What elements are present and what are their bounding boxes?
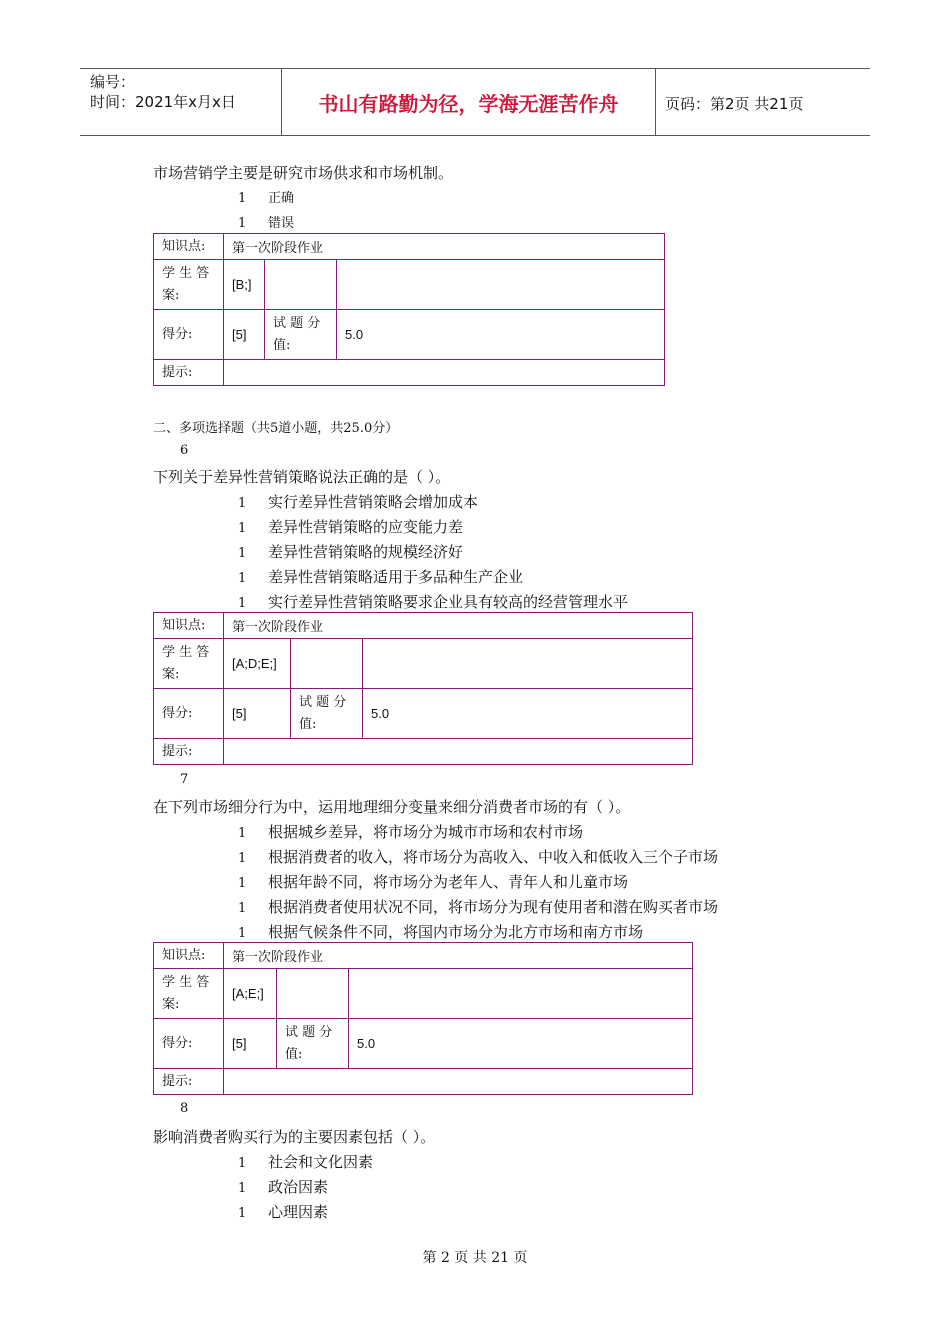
option-bullet: 1 (238, 1206, 247, 1221)
option-text: 根据城乡差异，将市场分为城市市场和农村市场 (268, 823, 584, 841)
hint-value (224, 739, 693, 765)
score-value: [5] (224, 1019, 277, 1069)
value-value: 5.0 (363, 689, 693, 739)
answer-blank (349, 969, 693, 1019)
option-bullet: 1 (238, 496, 247, 511)
answer-blank (265, 260, 337, 310)
option-item[interactable] (238, 846, 718, 867)
header-page-label: 页码：第2页 共21页 (665, 95, 804, 113)
option-bullet: 1 (238, 191, 247, 206)
question-stem: 市场营销学主要是研究市场供求和市场机制。 (153, 164, 454, 182)
answer-blank (291, 639, 363, 689)
question-stem: 下列关于差异性营销策略说法正确的是（ ）。 (153, 468, 451, 486)
knowledge-label: 知识点: (154, 234, 224, 260)
knowledge-value: 第一次阶段作业 (224, 234, 665, 260)
header-top-rule (80, 68, 870, 69)
value-value: 5.0 (349, 1019, 693, 1069)
question-stem: 在下列市场细分行为中，运用地理细分变量来细分消费者市场的有（ ）。 (153, 798, 631, 816)
option-text: 差异性营销策略的规模经济好 (268, 543, 464, 561)
option-item[interactable] (238, 566, 523, 587)
option-text: 根据消费者的收入，将市场分为高收入、中收入和低收入三个子市场 (268, 848, 719, 866)
option-text: 差异性营销策略适用于多品种生产企业 (268, 568, 524, 586)
answer-info-table (153, 233, 665, 386)
option-item[interactable] (238, 821, 583, 842)
option-bullet: 1 (238, 826, 247, 841)
answer-label: 学 生 答 案: (154, 639, 224, 689)
section-title: 二、多项选择题（共5道小题，共25.0分） (153, 421, 399, 436)
value-label: 试 题 分 值: (277, 1019, 349, 1069)
option-text: 根据消费者使用状况不同，将市场分为现有使用者和潜在购买者市场 (268, 898, 719, 916)
question-number: 8 (180, 1101, 189, 1116)
option-text: 政治因素 (268, 1178, 329, 1196)
option-bullet: 1 (238, 571, 247, 586)
option-item[interactable] (238, 1176, 328, 1197)
number-label: 编号： (90, 73, 136, 91)
option-item[interactable] (238, 1151, 373, 1172)
knowledge-value: 第一次阶段作业 (224, 613, 693, 639)
option-item[interactable] (238, 516, 463, 537)
value-label: 试 题 分 值: (265, 310, 337, 360)
option-item[interactable] (238, 896, 718, 917)
answer-value: [A;D;E;] (224, 639, 291, 689)
option-bullet: 1 (238, 521, 247, 536)
option-item[interactable] (238, 921, 643, 942)
option-bullet: 1 (238, 876, 247, 891)
score-label: 得分: (154, 689, 224, 739)
header-motto: 书山有路勤为径，学海无涯苦作舟 (318, 92, 619, 116)
answer-info-table (153, 612, 693, 765)
option-bullet: 1 (238, 216, 247, 231)
answer-label: 学 生 答 案: (154, 969, 224, 1019)
answer-value: [B;] (224, 260, 265, 310)
knowledge-label: 知识点: (154, 943, 224, 969)
option-text: 社会和文化因素 (268, 1153, 374, 1171)
answer-label: 学 生 答 案: (154, 260, 224, 310)
option-bullet: 1 (238, 926, 247, 941)
option-bullet: 1 (238, 596, 247, 611)
question-number: 6 (180, 443, 189, 458)
hint-label: 提示: (154, 739, 224, 765)
knowledge-label: 知识点: (154, 613, 224, 639)
header-divider (655, 68, 656, 135)
knowledge-value: 第一次阶段作业 (224, 943, 693, 969)
hint-value (224, 360, 665, 386)
answer-blank (277, 969, 349, 1019)
option-bullet: 1 (238, 851, 247, 866)
hint-value (224, 1069, 693, 1095)
time-label: 时间：2021年x月x日 (90, 93, 236, 111)
option-item[interactable] (238, 1201, 328, 1222)
option-bullet: 1 (238, 546, 247, 561)
option-bullet: 1 (238, 901, 247, 916)
option-text: 差异性营销策略的应变能力差 (268, 518, 464, 536)
value-label: 试 题 分 值: (291, 689, 363, 739)
option-text: 错误 (268, 216, 295, 231)
score-value: [5] (224, 689, 291, 739)
option-text: 实行差异性营销策略要求企业具有较高的经营管理水平 (268, 593, 629, 611)
hint-label: 提示: (154, 1069, 224, 1095)
question-stem: 影响消费者购买行为的主要因素包括（ ）。 (153, 1128, 436, 1146)
option-text: 根据年龄不同，将市场分为老年人、青年人和儿童市场 (268, 873, 629, 891)
answer-blank (337, 260, 665, 310)
option-text: 实行差异性营销策略会增加成本 (268, 493, 479, 511)
option-bullet: 1 (238, 1181, 247, 1196)
answer-info-table (153, 942, 693, 1095)
value-value: 5.0 (337, 310, 665, 360)
option-bullet: 1 (238, 1156, 247, 1171)
question-number: 7 (180, 772, 189, 787)
option-item[interactable] (238, 491, 478, 512)
answer-blank (363, 639, 693, 689)
option-item[interactable] (238, 541, 463, 562)
page-footer: 第 2 页 共 21 页 (422, 1250, 528, 1266)
hint-label: 提示: (154, 360, 224, 386)
option-text: 根据气候条件不同，将国内市场分为北方市场和南方市场 (268, 923, 644, 941)
score-label: 得分: (154, 1019, 224, 1069)
option-item[interactable] (238, 591, 628, 612)
header-meta (90, 72, 236, 112)
answer-value: [A;E;] (224, 969, 277, 1019)
option-item[interactable] (238, 871, 628, 892)
option-text: 心理因素 (268, 1203, 329, 1221)
header-bottom-rule (80, 135, 870, 136)
score-label: 得分: (154, 310, 224, 360)
score-value: [5] (224, 310, 265, 360)
option-item[interactable] (238, 187, 294, 206)
option-text: 正确 (268, 191, 295, 206)
option-item[interactable] (238, 212, 294, 231)
